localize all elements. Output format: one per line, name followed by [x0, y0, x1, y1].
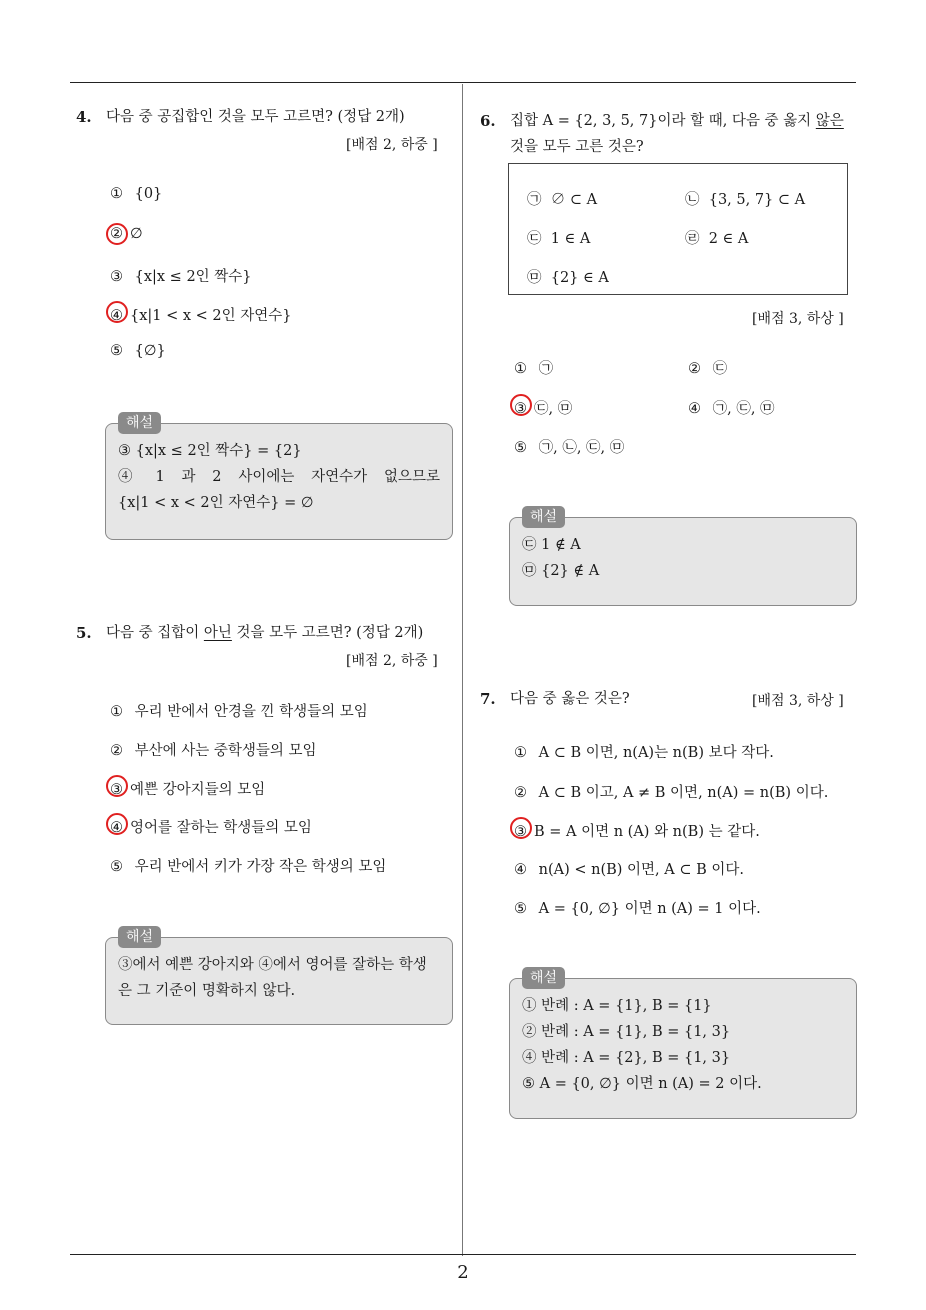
answer-mark	[106, 775, 128, 797]
set-item: ㉤ {2} ∈ A	[527, 270, 609, 286]
option-1[interactable]: ① 우리 반에서 안경을 낀 학생들의 모임	[110, 704, 368, 720]
explanation-line: ④ 반례 : A = {2}, B = {1, 3}	[522, 1050, 731, 1066]
question-meta: [배점 2, 하중 ]	[346, 137, 438, 153]
question-meta: [배점 3, 하상 ]	[752, 311, 844, 327]
explanation-line: ㉤ {2} ∉ A	[522, 563, 600, 579]
explanation-box	[509, 509, 857, 606]
explanation-label: 해설	[118, 926, 161, 948]
question-text: 다음 중 공집합인 것을 모두 고르면? (정답 2개)	[106, 109, 405, 125]
question-text: 집합 A = {2, 3, 5, 7}이라 할 때, 다음 중 옳지 않은	[510, 113, 844, 129]
top-rule	[70, 82, 856, 83]
answer-mark	[510, 817, 532, 839]
column-divider	[462, 84, 463, 1256]
explanation-box	[509, 970, 857, 1119]
question-text-line2: 것을 모두 고른 것은?	[510, 139, 644, 155]
set-item: ㉢ 1 ∈ A	[527, 231, 591, 247]
explanation-label: 해설	[522, 506, 565, 528]
question-text: 다음 중 옳은 것은?	[510, 691, 630, 707]
set-item: ㉣ 2 ∈ A	[685, 231, 749, 247]
option-3[interactable]: ③ ㉢, ㉤	[514, 401, 573, 417]
option-3[interactable]: ③ B = A 이면 n (A) 와 n(B) 는 같다.	[514, 824, 760, 840]
explanation-box	[105, 929, 453, 1025]
question-number: 6.	[480, 112, 496, 130]
option-5[interactable]: ⑤ {∅}	[110, 343, 166, 359]
explanation-line: {x|1 < x < 2인 자연수} = ∅	[118, 495, 314, 511]
question-number: 5.	[76, 624, 92, 642]
answer-mark	[510, 394, 532, 416]
explanation-line: 은 그 기준이 명확하지 않다.	[118, 983, 296, 999]
option-2[interactable]: ② ∅	[110, 226, 143, 242]
explanation-label: 해설	[522, 967, 565, 989]
option-4[interactable]: ④ {x|1 < x < 2인 자연수}	[110, 308, 292, 324]
option-4[interactable]: ④ n(A) < n(B) 이면, A ⊂ B 이다.	[514, 862, 744, 878]
explanation-label: 해설	[118, 412, 161, 434]
option-3[interactable]: ③ {x|x ≤ 2인 짝수}	[110, 269, 252, 285]
question-number: 4.	[76, 108, 92, 126]
explanation-line: ① 반례 : A = {1}, B = {1}	[522, 998, 712, 1014]
question-number: 7.	[480, 690, 496, 708]
set-item: ㉠ ∅ ⊂ A	[527, 192, 598, 208]
answer-mark	[106, 301, 128, 323]
explanation-line: ② 반례 : A = {1}, B = {1, 3}	[522, 1024, 731, 1040]
explanation-line: ③에서 예쁜 강아지와 ④에서 영어를 잘하는 학생	[118, 957, 427, 973]
explanation-line: ③ {x|x ≤ 2인 짝수} = {2}	[118, 443, 302, 459]
option-1[interactable]: ① {0}	[110, 186, 163, 202]
option-2[interactable]: ② 부산에 사는 중학생들의 모임	[110, 743, 317, 759]
explanation-line: ⑤ A = {0, ∅} 이면 n (A) = 2 이다.	[522, 1076, 762, 1092]
set-item: ㉡ {3, 5, 7} ⊂ A	[685, 192, 806, 208]
answer-mark	[106, 223, 128, 245]
option-2[interactable]: ② ㉢	[688, 361, 728, 377]
question-text: 다음 중 집합이 아닌 것을 모두 고르면? (정답 2개)	[106, 625, 424, 641]
page-number: 2	[457, 1262, 469, 1283]
option-4[interactable]: ④ 영어를 잘하는 학생들의 모임	[110, 820, 312, 836]
option-1[interactable]: ① ㉠	[514, 361, 554, 377]
option-5[interactable]: ⑤ 우리 반에서 키가 가장 작은 학생의 모임	[110, 859, 387, 875]
option-5[interactable]: ⑤ ㉠, ㉡, ㉢, ㉤	[514, 440, 625, 456]
option-2[interactable]: ② A ⊂ B 이고, A ≠ B 이면, n(A) = n(B) 이다.	[514, 785, 829, 801]
option-3[interactable]: ③ 예쁜 강아지들의 모임	[110, 782, 266, 798]
explanation-box	[105, 415, 453, 540]
option-1[interactable]: ① A ⊂ B 이면, n(A)는 n(B) 보다 작다.	[514, 745, 774, 761]
question-meta: [배점 3, 하상 ]	[752, 693, 844, 709]
explanation-line: ㉢ 1 ∉ A	[522, 537, 581, 553]
option-4[interactable]: ④ ㉠, ㉢, ㉤	[688, 401, 775, 417]
explanation-line: ④ 1 과 2 사이에는 자연수가 없으므로	[118, 469, 440, 485]
answer-mark	[106, 813, 128, 835]
set-items-box	[508, 163, 848, 295]
question-meta: [배점 2, 하중 ]	[346, 653, 438, 669]
bottom-rule	[70, 1254, 856, 1255]
option-5[interactable]: ⑤ A = {0, ∅} 이면 n (A) = 1 이다.	[514, 901, 761, 917]
